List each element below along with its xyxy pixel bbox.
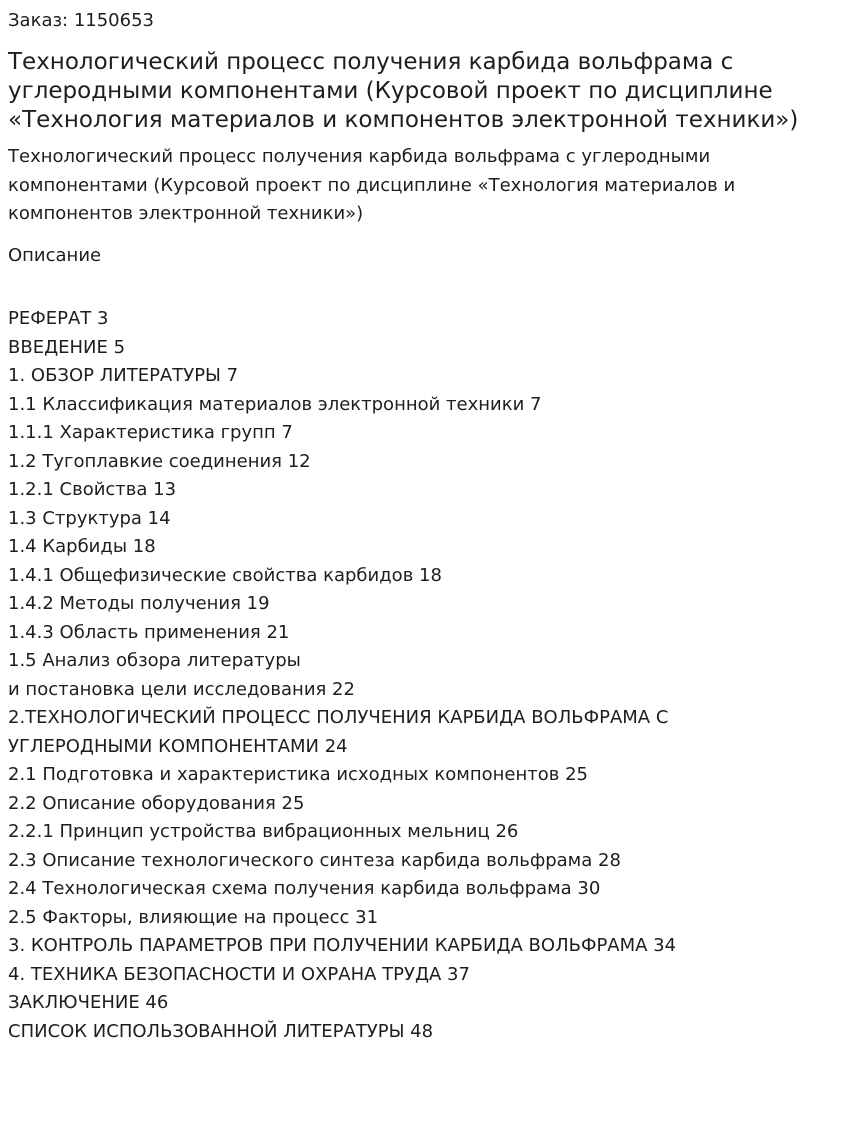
order-number: Заказ: 1150653	[8, 10, 154, 31]
toc-item: 2.1 Подготовка и характеристика исходных компонентов 25	[8, 764, 589, 785]
toc-item: 2.4 Технологическая схема получения карбида вольфрама 30	[8, 878, 601, 899]
toc-item: 1.4.1 Общефизические свойства карбидов 18	[8, 564, 442, 586]
toc-item: 1.4.3 Область применения 21	[8, 621, 290, 643]
toc-item: 2.5 Факторы, влияющие на процесс 31	[8, 906, 379, 928]
toc-item: 1. ОБЗОР ЛИТЕРАТУРЫ 7	[8, 365, 239, 386]
toc-item: и постановка цели исследования 22	[8, 678, 355, 700]
toc-item: 4. ТЕХНИКА БЕЗОПАСНОСТИ И ОХРАНА ТРУДА 37	[8, 963, 470, 985]
toc-item: 1.4.2 Методы получения 19	[8, 593, 270, 614]
table-of-contents	[8, 305, 838, 1046]
toc-item: 3. КОНТРОЛЬ ПАРАМЕТРОВ ПРИ ПОЛУЧЕНИИ КАРБИДА ВОЛЬФРАМА 34	[8, 935, 677, 956]
toc-item: 1.1 Классификация материалов электронной техники 7	[8, 393, 542, 415]
toc-item: УГЛЕРОДНЫМИ КОМПОНЕНТАМИ 24	[8, 735, 348, 757]
toc-item: 2.2 Описание оборудования 25	[8, 792, 305, 814]
toc-item: 2.2.1 Принцип устройства вибрационных мельниц 26	[8, 821, 519, 842]
toc-item: ВВЕДЕНИЕ 5	[8, 336, 126, 358]
toc-item: 1.4 Карбиды 18	[8, 536, 156, 557]
toc-item: 2.3 Описание технологического синтеза карбида вольфрама 28	[8, 849, 621, 871]
toc-item: 1.1.1 Характеристика групп 7	[8, 422, 293, 443]
toc-item: 1.5 Анализ обзора литературы	[8, 650, 301, 671]
toc-item: 1.2.1 Свойства 13	[8, 479, 177, 500]
toc-item: СПИСОК ИСПОЛЬЗОВАННОЙ ЛИТЕРАТУРЫ 48	[8, 1020, 434, 1042]
page-title: Технологический процесс получения карбида вольфрама с углеродными компонентами (Курсовой проект по дисциплине «Технология материалов и компонентов электронной техники»)	[8, 49, 799, 133]
toc-item: РЕФЕРАТ 3	[8, 308, 109, 329]
toc-item: 2.ТЕХНОЛОГИЧЕСКИЙ ПРОЦЕСС ПОЛУЧЕНИЯ КАРБИДА ВОЛЬФРАМА С	[8, 707, 669, 728]
description-heading: Описание	[8, 245, 102, 266]
toc-item: 1.2 Тугоплавкие соединения 12	[8, 450, 311, 472]
toc-item: ЗАКЛЮЧЕНИЕ 46	[8, 992, 169, 1013]
page-subtitle: Технологический процесс получения карбида вольфрама с углеродными компонентами (Курсовой проект по дисциплине «Технология материалов и компонентов электронной техники»)	[8, 146, 736, 224]
toc-item: 1.3 Структура 14	[8, 507, 171, 529]
